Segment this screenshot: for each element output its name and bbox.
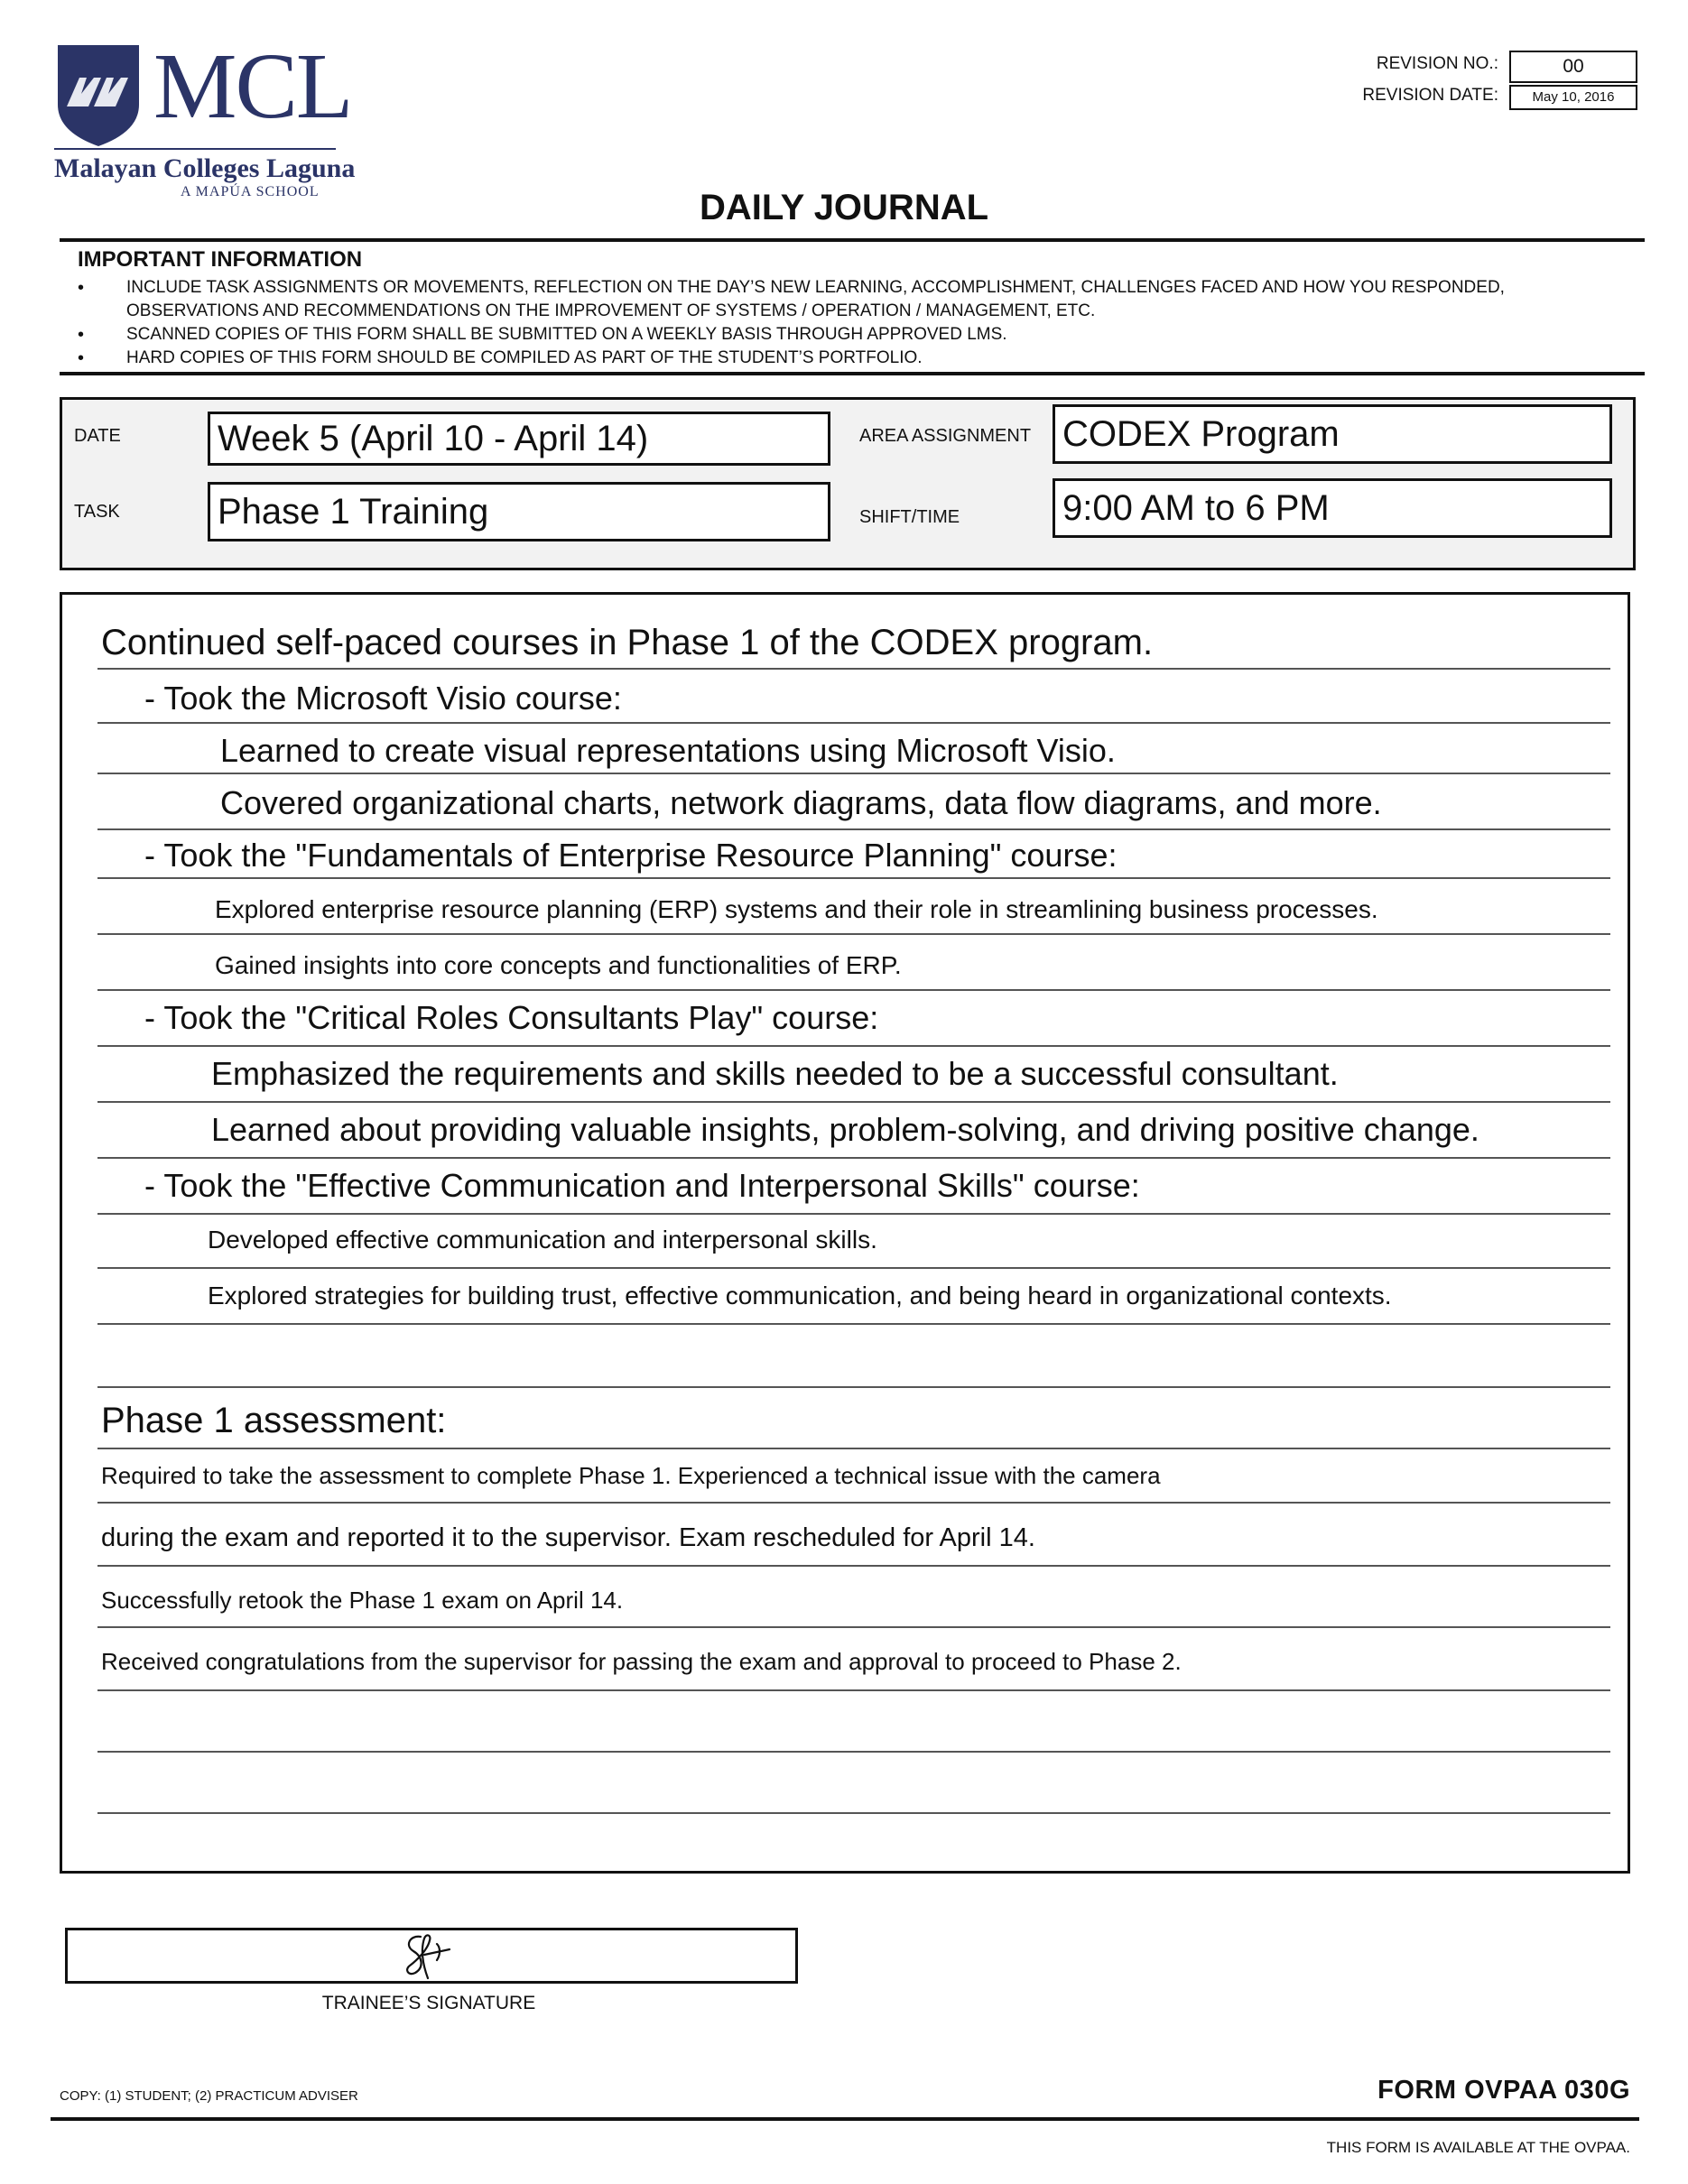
- mcl-shield-logo: [54, 42, 143, 148]
- journal-line: Emphasized the requirements and skills needed to be a successful consultant.: [211, 1055, 1339, 1092]
- copy-distribution: COPY: (1) STUDENT; (2) PRACTICUM ADVISER: [60, 2088, 358, 2104]
- journal-line: Developed effective communication and interpersonal skills.: [208, 1226, 877, 1254]
- task-label: TASK: [74, 502, 120, 522]
- journal-line: during the exam and reported it to the supervisor. Exam rescheduled for April 14.: [101, 1523, 1035, 1552]
- ruled-line: [97, 1323, 1610, 1325]
- journal-line: - Took the Microsoft Visio course:: [144, 680, 622, 717]
- ruled-line: [97, 1045, 1610, 1047]
- journal-line: Explored enterprise resource planning (ERP) systems and their role in streamlining business processes.: [215, 895, 1378, 923]
- ruled-line: [97, 1502, 1610, 1504]
- page-title: DAILY JOURNAL: [699, 188, 989, 227]
- journal-line: Covered organizational charts, network diagrams, data flow diagrams, and more.: [220, 784, 1382, 821]
- date-label: DATE: [74, 426, 121, 446]
- shift-time-label: SHIFT/TIME: [859, 507, 960, 527]
- journal-line: Learned about providing valuable insights, problem-solving, and driving positive change.: [211, 1111, 1479, 1148]
- logo-institution-name: Malayan Colleges Laguna: [54, 153, 356, 183]
- ruled-line: [97, 1448, 1610, 1449]
- ruled-line: [97, 1751, 1610, 1753]
- form-availability: THIS FORM IS AVAILABLE AT THE OVPAA.: [1326, 2139, 1630, 2156]
- journal-line: Received congratulations from the supervisor for passing the exam and approval to proceed to Phase 2.: [101, 1648, 1182, 1675]
- ruled-line: [97, 722, 1610, 724]
- info-list: [78, 276, 1576, 370]
- ruled-line: [97, 828, 1610, 830]
- footer-divider: [51, 2117, 1639, 2121]
- shift-time-field[interactable]: 9:00 AM to 6 PM: [1053, 478, 1612, 538]
- journal-line: Explored strategies for building trust, effective communication, and being heard in organizational contexts.: [208, 1282, 1392, 1309]
- ruled-line: [97, 989, 1610, 991]
- ruled-line: [97, 1812, 1610, 1814]
- signature-label: TRAINEE’S SIGNATURE: [321, 1993, 536, 2013]
- ruled-line: [97, 1213, 1610, 1215]
- ruled-line: [97, 933, 1610, 935]
- revision-date-value: May 10, 2016: [1509, 85, 1637, 110]
- logo-divider: [54, 148, 336, 150]
- ruled-line: [97, 1157, 1610, 1159]
- area-assignment-field[interactable]: CODEX Program: [1053, 404, 1612, 464]
- journal-line: - Took the "Fundamentals of Enterprise Resource Planning" course:: [144, 837, 1118, 874]
- form-code: FORM OVPAA 030G: [1377, 2076, 1630, 2105]
- journal-line: Continued self-paced courses in Phase 1 of the CODEX program.: [101, 623, 1154, 662]
- ruled-line: [97, 1101, 1610, 1103]
- handwritten-signature: [397, 1928, 460, 1984]
- logo-acronym: MCL: [153, 34, 352, 138]
- ruled-line: [97, 773, 1610, 774]
- info-item: • SCANNED COPIES OF THIS FORM SHALL BE SUBMITTED ON A WEEKLY BASIS THROUGH APPROVED LMS.: [78, 323, 1576, 347]
- info-item: • INCLUDE TASK ASSIGNMENTS OR MOVEMENTS, REFLECTION ON THE DAY’S NEW LEARNING, ACCOMPLISHMENT, CHALLENGES FACED AND HOW YOU RESPONDED, OBSERVATIONS AND RECOMMENDATIONS ON THE IMPROVEMENT OF SYSTEMS / OPERATION / MANAGEMENT, ETC.: [78, 276, 1576, 323]
- journal-line: Successfully retook the Phase 1 exam on April 14.: [101, 1587, 624, 1614]
- ruled-line: [97, 1626, 1610, 1628]
- journal-line: Learned to create visual representations using Microsoft Visio.: [220, 732, 1116, 769]
- journal-line: Phase 1 assessment:: [101, 1401, 447, 1440]
- journal-line: Gained insights into core concepts and functionalities of ERP.: [215, 951, 902, 979]
- ruled-line: [97, 1386, 1610, 1388]
- info-divider: [60, 372, 1645, 375]
- task-field[interactable]: Phase 1 Training: [208, 482, 830, 541]
- title-divider: [60, 238, 1645, 242]
- ruled-line: [97, 877, 1610, 879]
- ruled-line: [97, 1689, 1610, 1691]
- info-item: • HARD COPIES OF THIS FORM SHOULD BE COMPILED AS PART OF THE STUDENT’S PORTFOLIO.: [78, 347, 1576, 370]
- journal-line: Required to take the assessment to complete Phase 1. Experienced a technical issue with the camera: [101, 1462, 1161, 1489]
- journal-line: - Took the "Effective Communication and Interpersonal Skills" course:: [144, 1167, 1140, 1204]
- ruled-line: [97, 1565, 1610, 1567]
- ruled-line: [97, 1267, 1610, 1269]
- revision-date-label: REVISION DATE:: [1362, 86, 1498, 105]
- area-assignment-label: AREA ASSIGNMENT: [859, 426, 1032, 446]
- ruled-line: [97, 668, 1610, 670]
- logo-subtitle: A MAPÚA SCHOOL: [181, 184, 320, 199]
- date-field[interactable]: Week 5 (April 10 - April 14): [208, 412, 830, 466]
- info-heading: IMPORTANT INFORMATION: [78, 247, 363, 272]
- revision-no-label: REVISION NO.:: [1376, 54, 1498, 73]
- revision-no-value: 00: [1509, 51, 1637, 83]
- journal-line: - Took the "Critical Roles Consultants Play" course:: [144, 999, 879, 1036]
